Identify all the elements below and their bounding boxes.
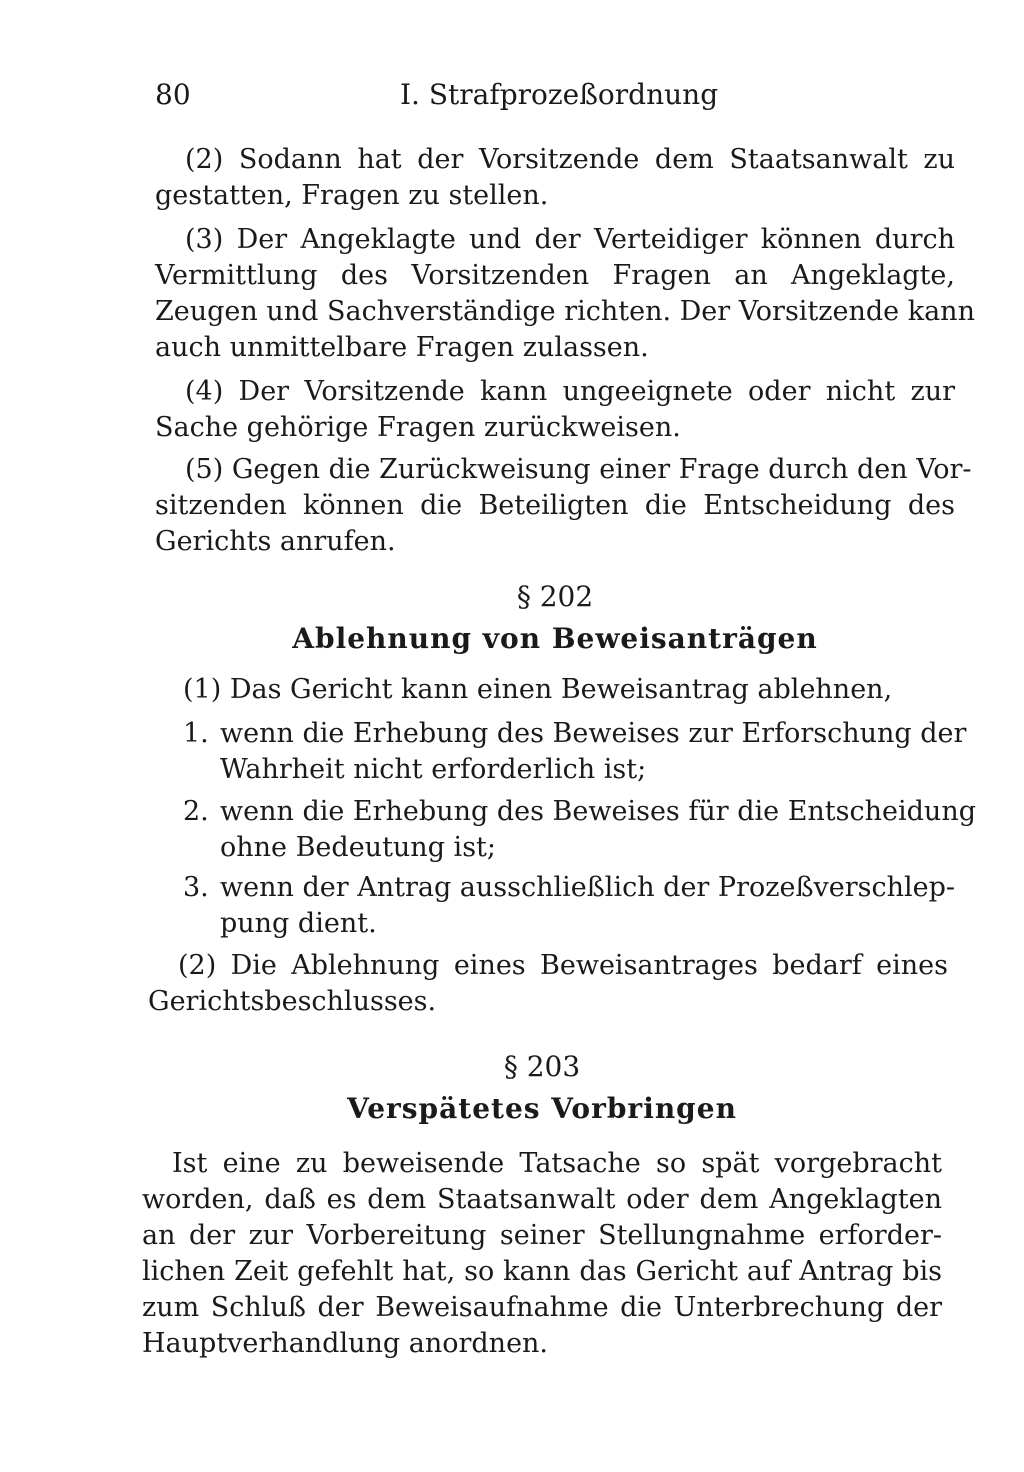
text-line: (2) Sodann hat der Vorsitzende dem Staatsanwalt zu (185, 144, 955, 175)
section-number-203: § 203 (503, 1050, 581, 1083)
paragraph-201-3 (155, 222, 975, 366)
list-item-202-1 (183, 716, 967, 788)
text-line: Wahrheit nicht erforderlich ist; (220, 754, 647, 785)
text-line: zum Schluß der Beweisaufnahme die Unterbrechung der (142, 1292, 942, 1323)
text-line: pung dient. (220, 908, 377, 939)
paragraph-203 (142, 1146, 942, 1362)
page-header (155, 78, 955, 118)
section-heading-203: Verspätetes Vorbringen (347, 1092, 737, 1125)
text-line: ohne Bedeutung ist; (220, 832, 496, 863)
text-line: worden, daß es dem Staatsanwalt oder dem Angeklagten (142, 1184, 942, 1215)
text-line: Vermittlung des Vorsitzenden Fragen an Angeklagte, (155, 260, 955, 291)
text-line: an der zur Vorbereitung seiner Stellungnahme erforder- (142, 1220, 942, 1251)
text-line: (2) Die Ablehnung eines Beweisantrages bedarf eines (178, 950, 948, 981)
text-line: Gerichts anrufen. (155, 526, 396, 557)
paragraph-202-2 (148, 948, 948, 1020)
text-line: auch unmittelbare Fragen zulassen. (155, 332, 649, 363)
text-line: (3) Der Angeklagte und der Verteidiger können durch (185, 224, 955, 255)
text-line: wenn die Erhebung des Beweises für die Entscheidung (220, 796, 976, 827)
text-line: Hauptverhandlung anordnen. (142, 1328, 549, 1359)
list-item-202-2 (183, 794, 976, 866)
text-line: (1) Das Gericht kann einen Beweisantrag ablehnen, (183, 674, 893, 705)
section-number-202: § 202 (516, 580, 594, 613)
running-title: I. Strafprozeßordnung (400, 78, 719, 111)
list-number: 3. (183, 872, 209, 903)
text-line: Sache gehörige Fragen zurückweisen. (155, 412, 681, 443)
paragraph-202-1 (183, 672, 955, 708)
list-number: 2. (183, 796, 209, 827)
paragraph-201-5 (155, 452, 972, 560)
text-line: wenn der Antrag ausschließlich der Prozeßverschlep- (220, 872, 956, 903)
text-line: Gerichtsbeschlusses. (148, 986, 437, 1017)
text-line: wenn die Erhebung des Beweises zur Erforschung der (220, 718, 967, 749)
text-line: Ist eine zu beweisende Tatsache so spät vorgebracht (172, 1148, 942, 1179)
text-line: Zeugen und Sachverständige richten. Der Vorsitzende kann (155, 296, 975, 327)
text-line: (4) Der Vorsitzende kann ungeeignete oder nicht zur (185, 376, 955, 407)
list-number: 1. (183, 718, 209, 749)
list-item-202-3 (183, 870, 955, 942)
page-number: 80 (155, 78, 191, 111)
paragraph-201-4 (155, 374, 955, 446)
text-line: (5) Gegen die Zurückweisung einer Frage durch den Vor- (185, 454, 972, 485)
section-heading-202: Ablehnung von Beweisanträgen (292, 622, 818, 655)
paragraph-201-2 (155, 142, 955, 214)
text-line: lichen Zeit gefehlt hat, so kann das Gericht auf Antrag bis (142, 1256, 942, 1287)
text-line: gestatten, Fragen zu stellen. (155, 180, 549, 211)
text-line: sitzenden können die Beteiligten die Entscheidung des (155, 490, 955, 521)
